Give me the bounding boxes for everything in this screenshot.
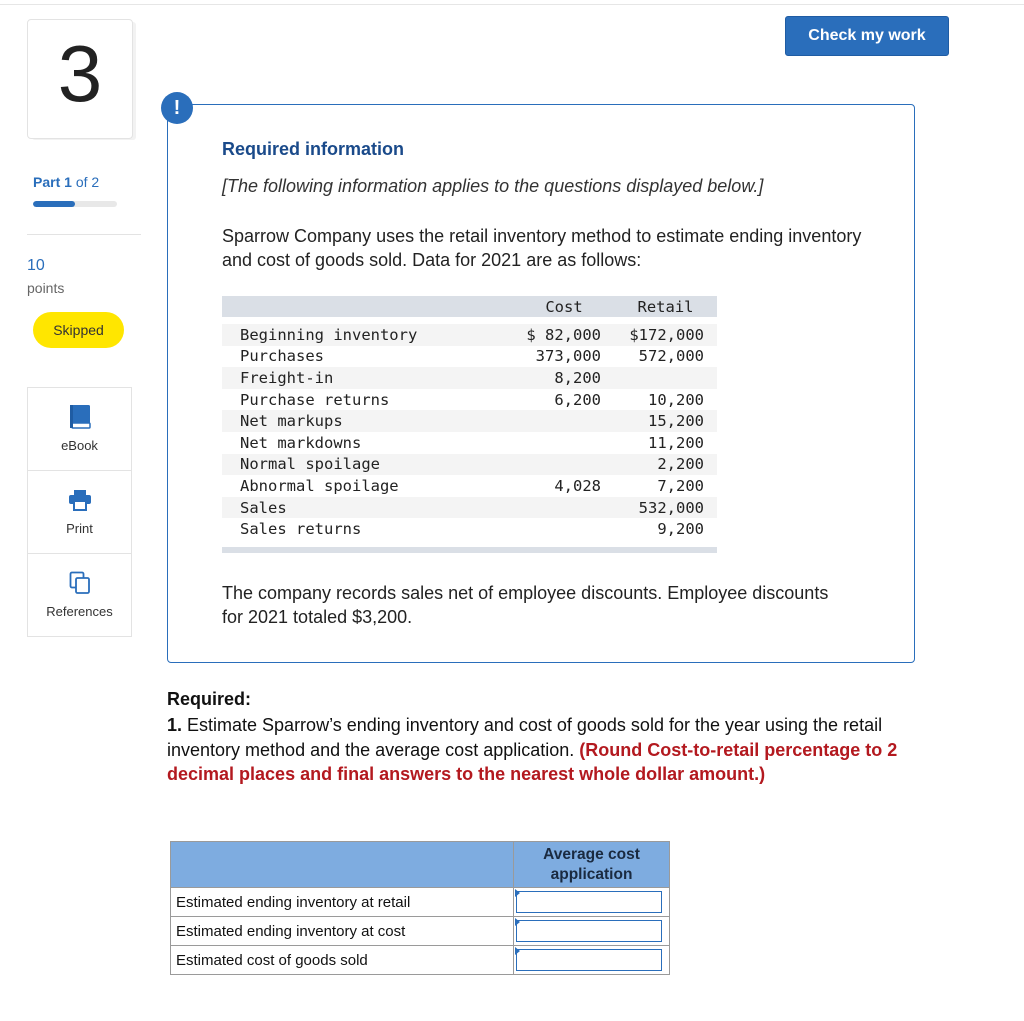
row-label: Purchase returns — [240, 390, 390, 409]
cell-marker-icon — [515, 947, 520, 955]
row-cost: 373,000 — [535, 347, 601, 366]
copy-icon — [69, 570, 91, 596]
row-label: Sales returns — [240, 520, 362, 539]
answer-header-row — [171, 842, 670, 888]
table-row — [222, 432, 717, 454]
row-retail: 15,200 — [614, 410, 717, 432]
row-cost: 8,200 — [514, 367, 614, 389]
check-my-work-button[interactable]: Check my work — [785, 16, 949, 56]
table-footer-bar — [222, 547, 717, 553]
row-label: Purchases — [240, 347, 324, 366]
printer-icon — [68, 487, 92, 513]
row-cost — [514, 497, 614, 519]
answer-cell — [514, 946, 670, 975]
problem-intro: Sparrow Company uses the retail inventory method to estimate ending inventory and cost of goods sold. Data for 2021 are as follows: — [222, 226, 862, 270]
row-retail: 11,200 — [648, 433, 704, 452]
answer-cell — [514, 888, 670, 917]
required-information-note: [The following information applies to the questions displayed below.] — [222, 176, 764, 196]
part-progress-fill — [33, 201, 75, 207]
table-row — [222, 410, 717, 432]
rail-divider — [27, 234, 141, 235]
table-row — [222, 475, 717, 497]
row-retail: $172,000 — [614, 324, 717, 346]
employee-discount-note: The company records sales net of employee discounts. Employee discounts for 2021 totaled $3,200. — [222, 583, 829, 627]
row-cost: 6,200 — [554, 390, 601, 409]
answer-row-label: Estimated ending inventory at retail — [171, 888, 514, 917]
book-icon — [69, 404, 91, 430]
table-row — [222, 389, 717, 411]
header-blank — [222, 296, 514, 317]
row-cost: $ 82,000 — [514, 324, 614, 346]
row-cost — [514, 454, 614, 476]
part-label: Part — [33, 174, 61, 190]
row-cost — [514, 432, 614, 454]
row-label: Abnormal spoilage — [240, 476, 399, 495]
row-retail: 572,000 — [638, 347, 704, 366]
question-number-card — [27, 19, 133, 139]
answer-input[interactable] — [516, 920, 662, 942]
required-information-title: Required information — [222, 139, 405, 159]
header-retail: Retail — [614, 296, 717, 317]
table-row — [222, 324, 717, 346]
answer-row — [171, 917, 670, 946]
references-label: References — [46, 604, 113, 619]
row-label: Normal spoilage — [222, 454, 514, 476]
answer-header-blank — [171, 842, 514, 888]
answer-table — [170, 841, 670, 975]
row-label: Freight-in — [222, 367, 514, 389]
row-cost — [514, 518, 614, 540]
answer-header-average-cost: Average cost application — [514, 842, 670, 888]
points-label: points — [27, 280, 65, 296]
cell-marker-icon — [515, 889, 520, 897]
required-item-number: 1. — [167, 715, 183, 735]
points-value: 10 — [27, 257, 45, 274]
ebook-label: eBook — [61, 438, 98, 453]
row-cost: 4,028 — [554, 476, 601, 495]
header-cost: Cost — [514, 296, 614, 317]
cell-marker-icon — [515, 918, 520, 926]
table-row — [222, 346, 717, 368]
part-current: 1 — [64, 174, 72, 190]
table-row — [222, 454, 717, 476]
answer-input[interactable] — [516, 891, 662, 913]
top-divider — [0, 4, 1024, 5]
answer-cell — [514, 917, 670, 946]
row-retail: 10,200 — [648, 390, 704, 409]
row-retail: 2,200 — [614, 454, 717, 476]
skipped-badge: Skipped — [33, 312, 124, 348]
required-item-text: Estimate Sparrow’s ending inventory and cost of goods sold for the year using the retail inventory method and the average cost application. — [167, 715, 883, 760]
inventory-data-table — [222, 296, 717, 553]
table-spacer — [222, 317, 717, 324]
answer-row — [171, 888, 670, 917]
answer-input[interactable] — [516, 949, 662, 971]
row-label: Sales — [222, 497, 514, 519]
ebook-button[interactable] — [27, 387, 132, 471]
required-instructions — [167, 713, 927, 787]
table-row — [222, 367, 717, 389]
answer-row — [171, 946, 670, 975]
part-indicator — [33, 174, 99, 190]
row-retail: 7,200 — [657, 476, 704, 495]
answer-row-label: Estimated ending inventory at cost — [171, 917, 514, 946]
row-retail — [614, 367, 717, 389]
references-button[interactable] — [27, 553, 132, 637]
table-row — [222, 518, 717, 540]
row-cost — [514, 410, 614, 432]
rounding-instruction: (Round Cost-to-retail percentage to 2 decimal places and final answers to the nearest whole dollar amount.) — [167, 739, 898, 784]
print-label: Print — [66, 521, 93, 536]
table-spacer — [222, 540, 717, 547]
row-label: Net markdowns — [240, 433, 362, 452]
part-total: of 2 — [75, 174, 100, 190]
answer-row-label: Estimated cost of goods sold — [171, 946, 514, 975]
part-progress-bar — [33, 201, 117, 207]
table-row — [222, 497, 717, 519]
print-button[interactable] — [27, 470, 132, 554]
required-heading: Required: — [167, 689, 252, 709]
alert-icon: ! — [161, 92, 193, 124]
row-label: Net markups — [222, 410, 514, 432]
table-header-row — [222, 296, 717, 317]
row-label: Beginning inventory — [222, 324, 514, 346]
question-number: 3 — [57, 29, 103, 118]
row-retail: 9,200 — [657, 520, 704, 539]
row-retail: 532,000 — [614, 497, 717, 519]
